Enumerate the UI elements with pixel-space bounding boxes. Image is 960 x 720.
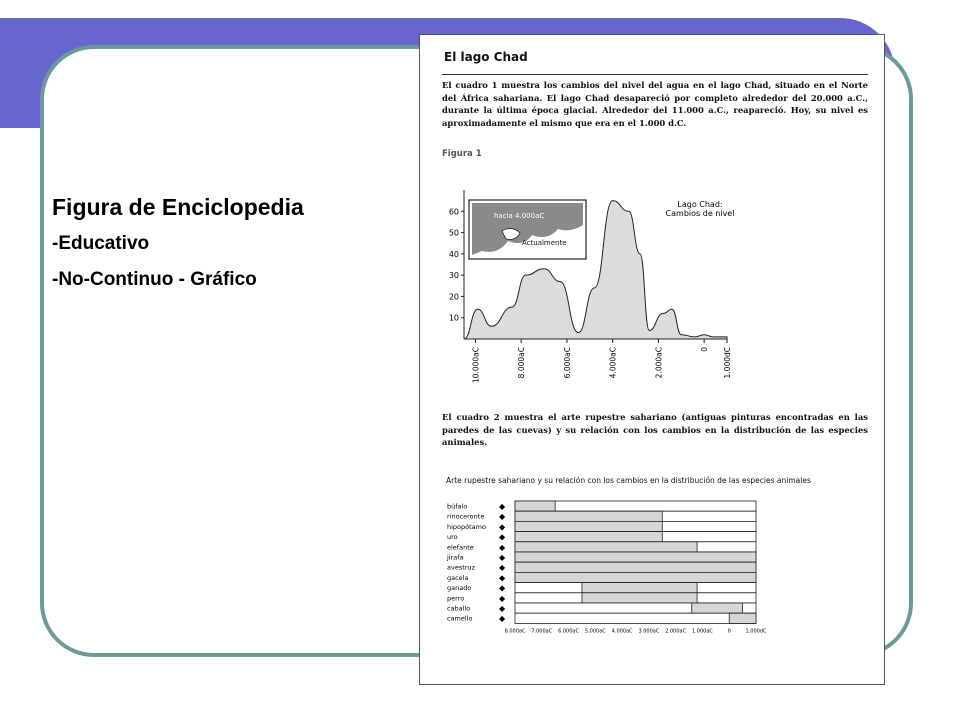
encyclopedia-page	[419, 34, 885, 685]
slide-bullet-list	[52, 194, 304, 305]
x-tick-label: 3.000aC	[638, 628, 660, 635]
species-icon: ◆	[499, 512, 506, 522]
x-tick-label: 5.000aC	[584, 628, 606, 635]
figure-label: Figura 1	[442, 149, 482, 159]
x-tick-label: 4.000aC	[611, 628, 633, 635]
x-tick-label: 6.000aC	[562, 347, 572, 379]
species-icon: ◆	[499, 502, 506, 511]
species-label-2: hipopótamo	[447, 522, 486, 531]
species-label-7: gacela	[447, 573, 469, 582]
slide-heading: Figura de Enciclopedia	[52, 194, 304, 220]
y-tick-label: 20	[448, 292, 459, 302]
species-icon: ◆	[499, 604, 506, 613]
x-tick-label: 7.000aC	[531, 628, 553, 635]
species-icon: ◆	[499, 532, 506, 542]
x-tick-label: 4.000aC	[608, 347, 618, 379]
x-tick-label: 0	[727, 628, 731, 635]
species-label-10: caballo	[447, 604, 471, 613]
species-icon: ◆	[499, 583, 506, 593]
y-tick-label: 60	[448, 207, 459, 217]
species-range-bar	[515, 532, 662, 542]
species-range-bar	[515, 521, 662, 531]
x-tick-label: 2.000aC	[654, 347, 664, 379]
species-range-bar	[515, 552, 756, 562]
paragraph-2: El cuadro 2 muestra el arte rupestre sahariano (antiguas pinturas encontradas en las paredes de las cuevas) y su relación con los cambios en la distribución de las especies animales.	[442, 412, 868, 448]
x-tick-label: 2.000aC	[665, 628, 687, 635]
species-range-bar	[515, 511, 662, 521]
species-label-1: rinoceronte	[447, 512, 485, 521]
y-tick-label: 50	[448, 228, 459, 238]
species-label-0: búfalo	[447, 502, 468, 511]
species-range-bar	[729, 613, 756, 623]
species-icon: ◆	[499, 563, 506, 573]
inset-label-ancient: hacia 4.000aC	[494, 212, 545, 220]
species-label-4: elefante	[447, 543, 474, 552]
y-tick-label: 30	[448, 271, 459, 281]
x-tick-label: 1.000dC	[745, 628, 767, 635]
chart1-title-line1: Lago Chad:	[677, 200, 723, 209]
rock-art-chart	[420, 497, 886, 637]
species-icon: ◆	[499, 573, 506, 583]
x-tick-label: 6.000aC	[558, 628, 579, 635]
species-range-bar	[582, 593, 697, 603]
x-tick-label: 8.000aC	[504, 628, 526, 635]
bullet-no-continuo: -No-Continuo - Gráfico	[52, 269, 257, 290]
lake-map-inset	[469, 200, 586, 259]
species-label-9: perro	[447, 594, 465, 603]
y-tick-label: 10	[448, 313, 459, 323]
chart2-title: Arte rupestre sahariano y su relación con los cambios en la distribución de las especies animales	[446, 476, 811, 485]
x-tick-label: 8.000aC	[517, 347, 527, 379]
x-tick-label: 1.000dC	[723, 347, 732, 379]
species-icon: ◆	[499, 593, 506, 603]
y-tick-label: 40	[448, 249, 459, 259]
species-range-bar	[582, 583, 697, 593]
x-tick-label: 0	[700, 347, 710, 352]
species-range-bar	[515, 572, 756, 582]
inset-label-current: Actualmente	[522, 239, 567, 247]
species-label-11: camello	[447, 614, 473, 623]
lake-level-chart	[420, 185, 886, 415]
chart1-title-line2: Cambios de nivel	[665, 209, 735, 218]
species-label-6: avestruz	[447, 563, 475, 572]
species-range-bar	[515, 562, 756, 572]
species-label-5: jirafa	[447, 553, 464, 562]
page-title-rule	[442, 74, 868, 75]
bullet-educativo: -Educativo	[52, 233, 150, 254]
species-range-bar	[515, 542, 697, 552]
page-title: El lago Chad	[444, 50, 528, 64]
x-tick-label: 10.000aC	[471, 347, 481, 384]
species-icon: ◆	[499, 553, 506, 562]
species-label-8: ganado	[447, 584, 472, 593]
paragraph-1: El cuadro 1 muestra los cambios del nivel del agua en el lago Chad, situado en el Norte del África sahariana. El lago Chad desapareció por completo alrededor del 20.000 a.C., durante la última época glacial. Alrededor del 11.000 a.C., reapareció. Hoy, su nivel es aproximadamente el mismo que era en el 1.000 d.C.	[442, 80, 868, 128]
species-range-bar	[692, 603, 743, 613]
species-icon: ◆	[499, 522, 506, 532]
x-tick-label: 1.000aC	[692, 628, 713, 635]
species-icon: ◆	[499, 614, 506, 624]
species-range-bar	[515, 501, 555, 511]
species-label-3: uro	[447, 533, 458, 542]
species-icon: ◆	[499, 542, 506, 552]
species-row-frame	[515, 613, 756, 623]
